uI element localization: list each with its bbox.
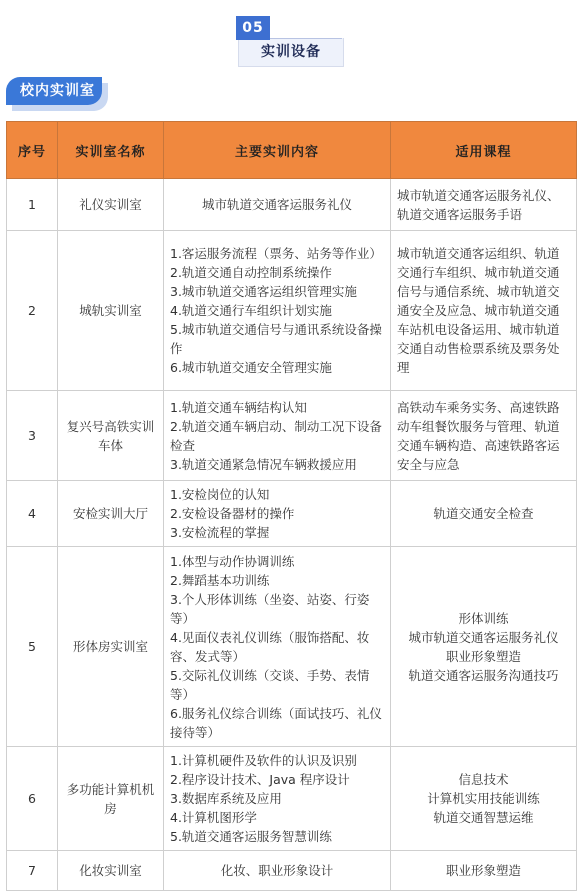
header-num: 序号	[7, 122, 58, 179]
content-item: 3.城市轨道交通客运组织管理实施	[170, 284, 357, 299]
training-content	[164, 747, 391, 851]
training-content	[164, 547, 391, 747]
header-courses: 适用课程	[391, 122, 577, 179]
content-item: 1.轨道交通车辆结构认知	[170, 399, 307, 415]
content-item: 3.数据库系统及应用	[170, 791, 282, 806]
content-item: 3.安检流程的掌握	[170, 525, 270, 540]
applicable-courses	[391, 481, 577, 547]
content-item: 2.轨道交通自动控制系统操作	[170, 265, 332, 280]
course-item: 轨道交通客运服务沟通技巧	[408, 667, 559, 683]
course-item: 信息技术	[458, 772, 509, 787]
content-item: 1.计算机硬件及软件的认识及识别	[170, 753, 357, 768]
table-row	[7, 231, 577, 391]
row-number: 6	[7, 747, 58, 851]
course-item: 形体训练	[458, 610, 509, 626]
course-item: 轨道交通智慧运维	[433, 810, 534, 825]
course-item: 城市轨道交通客运服务礼仪、轨道交通客运服务手语	[397, 187, 560, 222]
training-content	[164, 179, 391, 231]
row-number: 2	[7, 231, 58, 391]
content-item: 4.计算机图形学	[170, 810, 257, 825]
room-name: 安检实训大厅	[58, 481, 164, 547]
course-item: 城市轨道交通客运服务礼仪	[408, 629, 559, 645]
course-item: 轨道交通安全检查	[433, 506, 534, 521]
content-item: 3.个人形体训练（坐姿、站姿、行姿等）	[170, 591, 370, 626]
content-item: 1.安检岗位的认知	[170, 487, 270, 502]
subheading: 校内实训室	[6, 77, 102, 105]
row-number: 5	[7, 547, 58, 747]
table-row	[7, 179, 577, 231]
content-item: 2.轨道交通车辆启动、制动工况下设备检查	[170, 418, 382, 453]
header-content: 主要实训内容	[164, 122, 391, 179]
applicable-courses	[391, 391, 577, 481]
applicable-courses	[391, 231, 577, 391]
applicable-courses	[391, 747, 577, 851]
course-item: 高铁动车乘务实务、高速铁路动车组餐饮服务与管理、轨道交通车辆构造、高速铁路客运安全与应急	[397, 399, 560, 472]
room-name: 多功能计算机机房	[58, 747, 164, 851]
content-item: 4.见面仪表礼仪训练（服饰搭配、妆容、发式等）	[170, 629, 370, 664]
table-header-row	[7, 122, 577, 179]
table-row	[7, 481, 577, 547]
applicable-courses	[391, 179, 577, 231]
content-item: 1.体型与动作协调训练	[170, 553, 295, 569]
row-number: 7	[7, 851, 58, 891]
content-item: 5.交际礼仪训练（交谈、手势、表情等）	[170, 667, 370, 702]
content-item: 6.城市轨道交通安全管理实施	[170, 360, 332, 375]
room-name: 复兴号高铁实训车体	[58, 391, 164, 481]
section-divider	[268, 38, 342, 39]
training-room-table	[6, 121, 577, 891]
content-item: 5.城市轨道交通信号与通讯系统设备操作	[170, 322, 382, 356]
content-item: 2.安检设备器材的操作	[170, 506, 295, 521]
table-row	[7, 851, 577, 891]
content-item: 1.客运服务流程（票务、站务等作业）	[170, 246, 382, 261]
applicable-courses	[391, 547, 577, 747]
training-content	[164, 391, 391, 481]
row-number: 4	[7, 481, 58, 547]
course-item: 城市轨道交通客运组织、轨道交通行车组织、城市轨道交通信号与通信系统、城市轨道交通安全及应急、城市轨道交通车站机电设备运用、城市轨道交通自动售检票系统及票务处理	[397, 246, 560, 375]
training-content	[164, 851, 391, 891]
course-item: 计算机实用技能训练	[427, 791, 540, 806]
row-number: 1	[7, 179, 58, 231]
content-item: 2.舞蹈基本功训练	[170, 572, 270, 588]
section-header	[236, 16, 346, 64]
content-item: 5.轨道交通客运服务智慧训练	[170, 829, 332, 844]
content-item: 2.程序设计技术、Java 程序设计	[170, 772, 350, 787]
room-name: 城轨实训室	[58, 231, 164, 391]
room-name: 化妆实训室	[58, 851, 164, 891]
content-item: 3.轨道交通紧急情况车辆救援应用	[170, 456, 357, 472]
training-content	[164, 231, 391, 391]
training-content	[164, 481, 391, 547]
room-name: 形体房实训室	[58, 547, 164, 747]
table-row	[7, 547, 577, 747]
content-item: 化妆、职业形象设计	[220, 863, 334, 878]
section-title: 实训设备	[238, 38, 344, 67]
row-number: 3	[7, 391, 58, 481]
content-item: 4.轨道交通行车组织计划实施	[170, 303, 332, 318]
section-number: 05	[236, 16, 270, 40]
content-item: 6.服务礼仪综合训练（面试技巧、礼仪接待等）	[170, 705, 382, 740]
content-item: 城市轨道交通客运服务礼仪	[201, 197, 352, 212]
table-row	[7, 747, 577, 851]
course-item: 职业形象塑造	[445, 863, 521, 878]
table-row	[7, 391, 577, 481]
course-item: 职业形象塑造	[445, 648, 521, 664]
applicable-courses	[391, 851, 577, 891]
room-name: 礼仪实训室	[58, 179, 164, 231]
header-name: 实训室名称	[58, 122, 164, 179]
